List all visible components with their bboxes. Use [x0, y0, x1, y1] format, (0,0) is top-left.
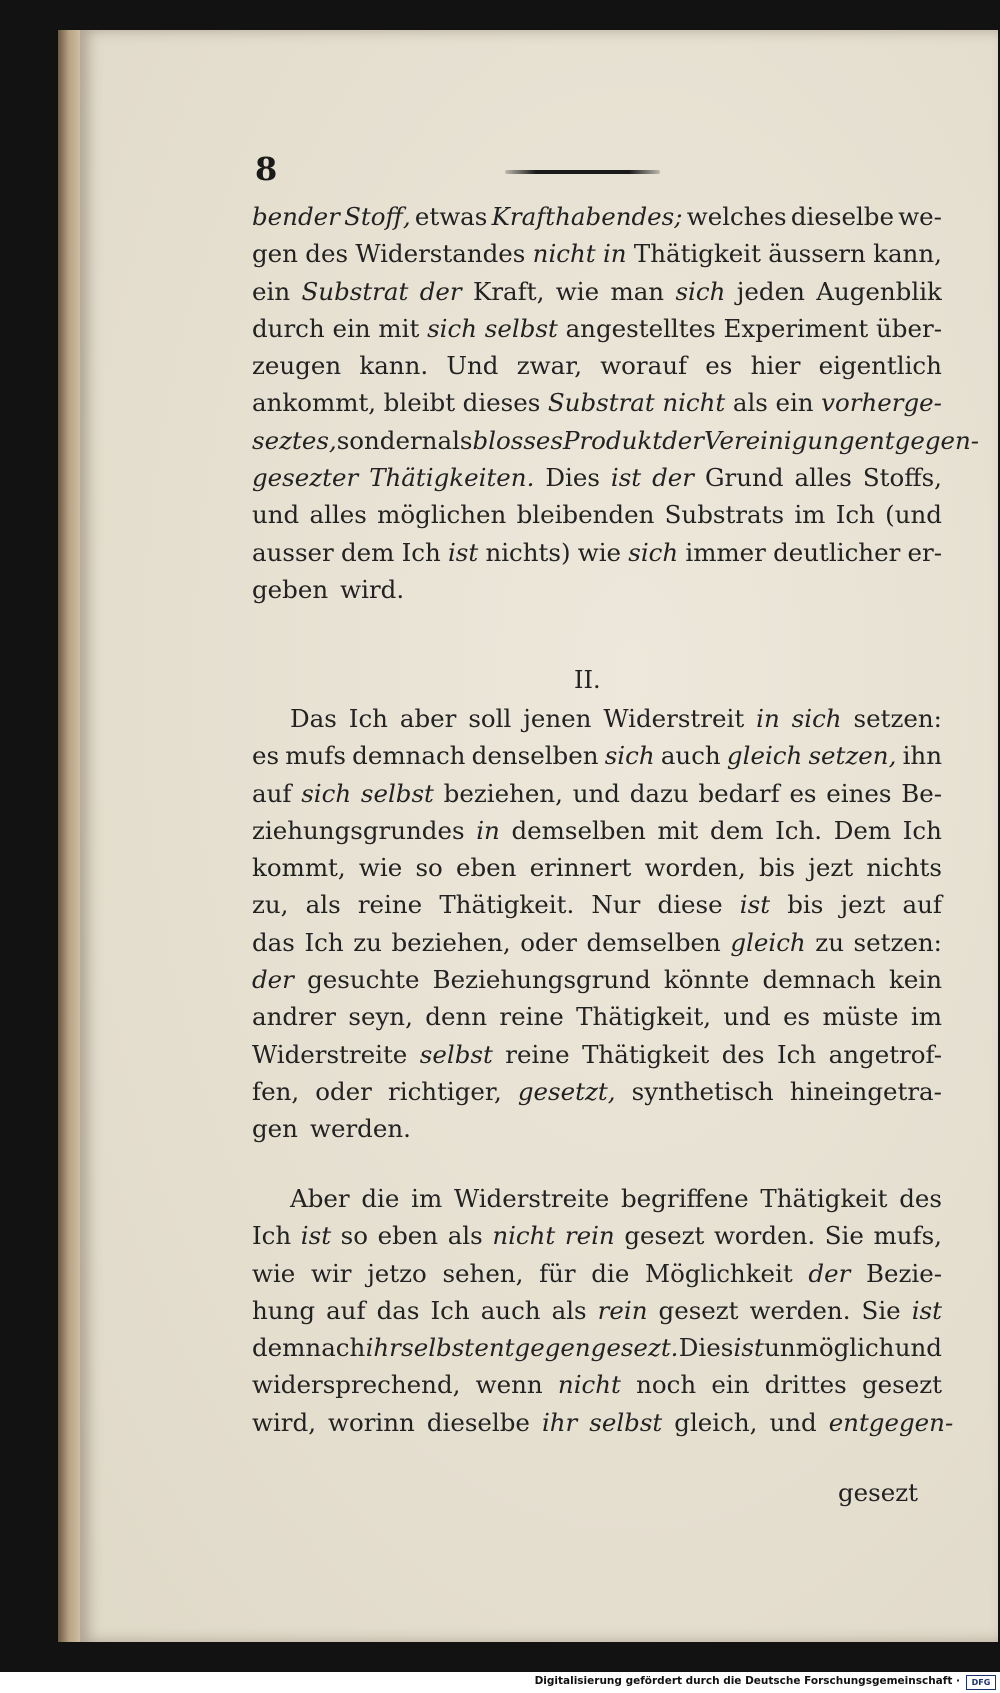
word: we- — [898, 202, 942, 231]
word: Widerstreit — [603, 704, 745, 733]
word: so — [415, 853, 443, 883]
word: Nur — [591, 890, 641, 920]
word: gleich — [726, 741, 803, 771]
text-line — [252, 1292, 942, 1329]
word: des — [899, 1184, 942, 1213]
word: alles — [309, 500, 367, 530]
dfg-logo: DFG — [966, 1675, 996, 1690]
word: wir — [310, 1258, 352, 1288]
word: bis — [758, 853, 796, 883]
word: auch — [480, 1295, 541, 1325]
word: ihn — [902, 741, 942, 771]
word: sich — [427, 313, 477, 343]
word: auf — [252, 778, 292, 808]
word: ist — [911, 1295, 942, 1325]
word: Sie — [861, 1295, 901, 1325]
text-line — [252, 1217, 942, 1254]
word: so — [340, 1221, 368, 1251]
word: das — [376, 1295, 420, 1325]
word: ankommt, — [252, 388, 377, 418]
word: Kraft, — [473, 276, 545, 306]
word: gleich, — [674, 1407, 758, 1437]
word: das — [252, 927, 295, 957]
word: Augenblik — [816, 276, 942, 306]
word: jezt — [808, 853, 854, 883]
word: worauf — [600, 351, 688, 381]
word: gen — [252, 239, 298, 269]
word: ist — [610, 463, 642, 493]
word: des — [721, 1039, 765, 1069]
text-line — [252, 737, 942, 774]
word: selbst — [360, 778, 434, 808]
word: die — [591, 1258, 630, 1288]
footer-credit: Digitalisierung gefördert durch die Deutsche Forschungsgemeinschaft · — [534, 1675, 960, 1687]
text-line — [252, 1404, 954, 1441]
text-line — [252, 1329, 942, 1366]
word: entgegen- — [854, 425, 980, 455]
page-number: 8 — [255, 150, 278, 188]
word: als — [732, 388, 768, 418]
word: kann. — [359, 351, 429, 381]
word: dieses — [462, 388, 541, 418]
word: demselben — [511, 815, 646, 845]
word: über- — [876, 313, 942, 343]
word: denn — [425, 1002, 488, 1032]
word: deutlicher — [773, 537, 901, 567]
word: durch — [252, 313, 325, 343]
word: immer — [685, 537, 766, 567]
word: andrer — [252, 1002, 336, 1032]
word: sich — [301, 778, 352, 808]
word: der — [652, 463, 695, 493]
word: wird. — [340, 574, 405, 604]
word: ein — [332, 313, 371, 343]
word: Ich — [252, 1221, 292, 1251]
word: im — [910, 1002, 942, 1032]
word: für — [539, 1258, 576, 1288]
word: gleich — [730, 927, 806, 957]
word: kann, — [873, 239, 942, 269]
word: selbst — [589, 1407, 663, 1437]
word: in — [602, 239, 627, 269]
word: nicht — [532, 239, 596, 269]
word: Beziehungsgrund — [432, 965, 651, 995]
word: etwas — [414, 202, 488, 231]
word: im — [411, 1184, 443, 1213]
word: eben — [456, 853, 517, 883]
word: er- — [907, 537, 942, 567]
word: gesezt — [658, 1295, 739, 1325]
word: auf — [326, 1295, 366, 1325]
word: dem — [710, 815, 764, 845]
text-line — [252, 886, 942, 923]
text-line — [252, 384, 942, 421]
word: mufs, — [873, 1221, 942, 1251]
text-line — [252, 273, 942, 310]
word: Thätigkeit, — [576, 1002, 712, 1032]
word: Substrat — [301, 276, 409, 306]
word: mit — [378, 313, 420, 343]
word: Vereinigung — [704, 425, 855, 455]
word: Bezie- — [865, 1258, 942, 1288]
word: Dies — [545, 463, 600, 493]
word: sich — [675, 276, 726, 306]
word: bleibenden — [516, 500, 655, 530]
word: rein — [564, 1221, 615, 1251]
text-line — [252, 534, 942, 571]
word: wird, — [252, 1407, 316, 1437]
word: diese — [657, 890, 723, 920]
word: und — [723, 1002, 771, 1032]
word: reine — [357, 890, 423, 920]
word: seztes, — [252, 425, 337, 455]
word: ein — [775, 388, 814, 418]
word: rein — [597, 1295, 648, 1325]
catchword: gesezt — [838, 1478, 919, 1507]
word: Ich — [835, 500, 875, 530]
word: entgegen- — [828, 1407, 954, 1437]
text-line — [252, 849, 942, 886]
word: zu, — [252, 890, 289, 920]
word: werden. — [749, 1295, 851, 1325]
word: dieselbe — [426, 1407, 530, 1437]
word: (und — [885, 500, 942, 530]
word: ist — [739, 890, 771, 920]
word: Grund — [704, 463, 784, 493]
word: setzen: — [853, 927, 942, 957]
word: worinn — [328, 1407, 415, 1437]
word: als — [447, 1221, 483, 1251]
word: Thätigkeit — [633, 239, 761, 269]
word: wie — [252, 1258, 296, 1288]
word: reine — [505, 1039, 570, 1069]
word: wie — [555, 276, 600, 306]
word: äussern — [768, 239, 866, 269]
word: und — [572, 778, 620, 808]
word: Thätigkeiten. — [369, 463, 535, 493]
word: dazu — [629, 778, 689, 808]
word: Ich — [430, 1295, 470, 1325]
word: Aber — [290, 1184, 350, 1213]
word: Ich — [401, 537, 441, 567]
word: könnte — [663, 965, 750, 995]
word: angetrof- — [828, 1039, 942, 1069]
word: möglichen — [377, 500, 507, 530]
word: soll — [468, 704, 512, 733]
word: müste — [822, 1002, 899, 1032]
word: auch — [660, 741, 721, 771]
word: Ich — [776, 1039, 817, 1069]
word: sich — [791, 704, 842, 733]
word: ein — [252, 276, 291, 306]
word: reine — [499, 1002, 564, 1032]
word: nicht — [662, 388, 726, 418]
word: Möglichkeit — [645, 1258, 793, 1288]
word: ein — [711, 1370, 750, 1400]
word: ihr — [365, 1333, 401, 1363]
text-line — [252, 812, 942, 849]
word: Produkt — [562, 425, 663, 455]
word: setzen, — [808, 741, 897, 771]
word: Widerstreite — [453, 1184, 610, 1213]
word: als — [437, 425, 473, 455]
word: selbst — [484, 313, 558, 343]
word: Krafthabendes; — [491, 202, 683, 231]
word: gesetzt, — [517, 1076, 616, 1106]
word: ist — [447, 537, 479, 567]
word: seyn, — [348, 1002, 413, 1032]
word: Ich — [902, 815, 942, 845]
word: es — [705, 351, 733, 381]
word: im — [794, 500, 826, 530]
word: synthetisch — [631, 1076, 774, 1106]
text-line — [252, 998, 942, 1035]
word: demnach — [762, 965, 876, 995]
word: alles — [794, 463, 852, 493]
word: demselben — [586, 927, 721, 957]
word: Ich — [304, 927, 344, 957]
text-line — [252, 1180, 942, 1217]
word: oder — [520, 927, 577, 957]
word: jenen — [523, 704, 592, 733]
word: zu — [353, 927, 382, 957]
word: es — [789, 778, 817, 808]
word: beziehen, — [443, 778, 563, 808]
word: auf — [902, 890, 942, 920]
word: geben — [252, 574, 329, 604]
word: hung — [252, 1295, 316, 1325]
word: Substrats — [664, 500, 785, 530]
text-line — [252, 459, 942, 496]
word: gesezt — [624, 1221, 705, 1251]
word: Thätigkeit — [582, 1039, 710, 1069]
footer-bar — [0, 1672, 1000, 1693]
word: wie — [577, 537, 622, 567]
word: eigentlich — [818, 351, 942, 381]
word: gesezt — [861, 1370, 942, 1400]
paragraph-2 — [252, 700, 942, 1148]
word: richtiger, — [388, 1076, 502, 1106]
word: der — [808, 1258, 851, 1288]
word: eines — [826, 778, 892, 808]
word: bleibt — [383, 388, 456, 418]
text-line — [252, 1366, 942, 1403]
word: demnach — [252, 1333, 366, 1363]
word: ist — [300, 1221, 332, 1251]
word: eben — [377, 1221, 439, 1251]
word: sondern — [336, 425, 438, 455]
word: in — [756, 704, 780, 733]
word: Das — [290, 704, 337, 733]
word: erinnert — [529, 853, 632, 883]
word: als — [305, 890, 341, 920]
word: mit — [657, 815, 699, 845]
word: bis — [787, 890, 824, 920]
word: Und — [446, 351, 499, 381]
word: Dies — [678, 1333, 734, 1363]
text-line — [252, 496, 942, 533]
word: unmöglich — [764, 1333, 895, 1363]
text-line — [252, 422, 980, 459]
word: noch — [636, 1370, 697, 1400]
word: zeugen — [252, 351, 342, 381]
word: nicht — [557, 1370, 621, 1400]
word: der — [252, 965, 294, 995]
word: nichts) — [485, 537, 571, 567]
word: es — [252, 741, 280, 771]
word: in — [476, 815, 500, 845]
word: drittes — [764, 1370, 847, 1400]
text-line — [252, 347, 942, 384]
header-rule — [505, 170, 660, 174]
word: der — [662, 425, 704, 455]
word: vorherge- — [821, 388, 942, 418]
section-heading: II. — [574, 666, 601, 694]
word: des — [305, 239, 349, 269]
text-line — [252, 961, 942, 998]
word: nichts — [866, 853, 942, 883]
word: und — [252, 500, 300, 530]
word: ziehungsgrundes — [252, 815, 465, 845]
word: beziehen, — [391, 927, 511, 957]
word: bender — [252, 202, 340, 231]
word: sich — [604, 741, 655, 771]
word: demnach — [352, 741, 466, 771]
word: als — [551, 1295, 587, 1325]
word: worden, — [644, 853, 746, 883]
word: jezt — [840, 890, 886, 920]
word: setzen: — [853, 704, 942, 733]
word: selbst — [419, 1039, 493, 1069]
word: bedarf — [698, 778, 780, 808]
word: Thätigkeit — [760, 1184, 888, 1213]
paragraph-1 — [252, 198, 980, 608]
word: blosses — [472, 425, 563, 455]
word: hier — [750, 351, 801, 381]
text-line — [252, 1255, 942, 1292]
word: angestelltes — [565, 313, 716, 343]
text-line — [252, 310, 942, 347]
word: hineingetra- — [789, 1076, 942, 1106]
word: jetzo — [367, 1258, 427, 1288]
word: Thätigkeit. — [439, 890, 575, 920]
word: Widerstreite — [252, 1039, 408, 1069]
word: welches — [686, 202, 787, 231]
word: Stoff, — [344, 202, 411, 231]
word: und — [894, 1333, 942, 1363]
word: worden. — [713, 1221, 816, 1251]
word: wenn — [475, 1370, 543, 1400]
word: Substrat — [547, 388, 655, 418]
word: ausser — [252, 537, 334, 567]
word: wie — [358, 853, 403, 883]
word: Sie — [824, 1221, 864, 1251]
text-line — [252, 1036, 942, 1073]
word: aber — [399, 704, 457, 733]
paragraph-3 — [252, 1180, 954, 1441]
word: Ich — [348, 704, 388, 733]
word: Stoffs, — [862, 463, 942, 493]
text-line — [252, 1110, 942, 1147]
word: selbst — [401, 1333, 475, 1363]
word: ihr — [541, 1407, 578, 1437]
word: fen, — [252, 1076, 300, 1106]
text-line — [252, 700, 942, 737]
word: sich — [628, 537, 679, 567]
text-line — [252, 924, 942, 961]
word: gesezter — [252, 463, 359, 493]
word: sehen, — [442, 1258, 524, 1288]
word: gen — [252, 1114, 298, 1144]
word: Experiment — [723, 313, 869, 343]
word: kommt, — [252, 853, 346, 883]
word: Ich. — [775, 815, 823, 845]
text-line — [252, 1073, 942, 1110]
word: dieselbe — [790, 202, 894, 231]
text-line — [252, 235, 942, 272]
text-line — [252, 571, 942, 608]
word: Widerstandes — [355, 239, 526, 269]
word: jeden — [736, 276, 805, 306]
word: nicht — [492, 1221, 556, 1251]
word: Be- — [901, 778, 942, 808]
word: zu — [815, 927, 844, 957]
word: kein — [889, 965, 942, 995]
word: zwar, — [516, 351, 582, 381]
word: widersprechend, — [252, 1370, 461, 1400]
word: es — [783, 1002, 811, 1032]
word: entgegengesezt. — [474, 1333, 679, 1363]
word: die — [361, 1184, 400, 1213]
text-line — [252, 198, 942, 235]
word: Dem — [833, 815, 892, 845]
word: denselben — [471, 741, 599, 771]
word: mufs — [285, 741, 346, 771]
word: ist — [733, 1333, 764, 1363]
word: der — [419, 276, 462, 306]
word: und — [769, 1407, 817, 1437]
word: oder — [315, 1076, 372, 1106]
word: gesuchte — [307, 965, 420, 995]
word: begriffene — [621, 1184, 749, 1213]
text-line — [252, 775, 942, 812]
word: dem — [340, 537, 395, 567]
word: man — [610, 276, 665, 306]
word: werden. — [309, 1114, 411, 1144]
